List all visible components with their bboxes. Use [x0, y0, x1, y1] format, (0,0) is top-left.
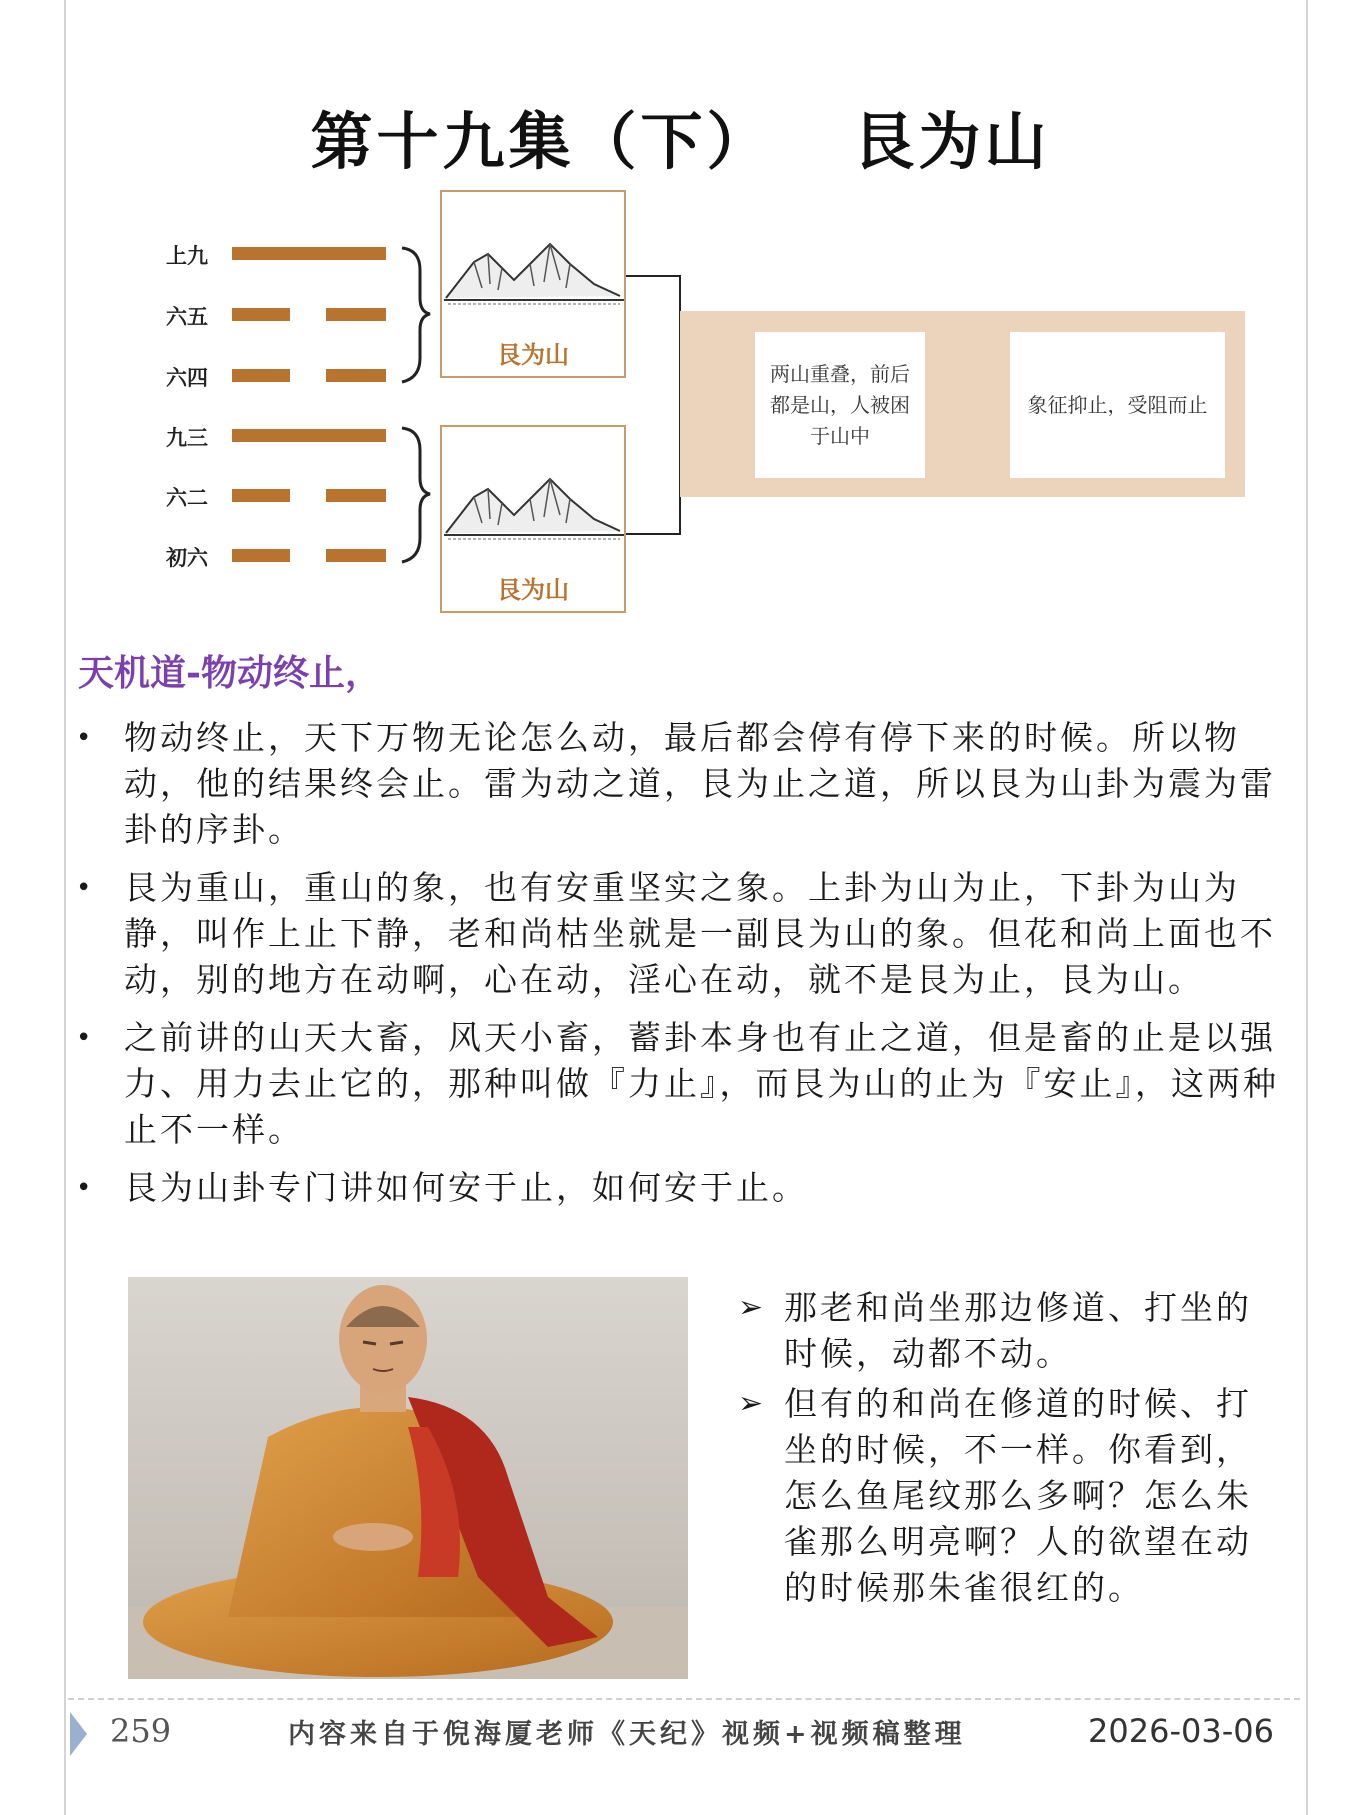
title-episode: 第十九集（下） [310, 105, 773, 178]
list-item [738, 1381, 1258, 1611]
list-item [74, 715, 1279, 853]
yao-label-4: 九三 [166, 426, 208, 450]
list-item [74, 1165, 1279, 1211]
bullet-icon: • [76, 1023, 95, 1053]
bullet-icon: • [76, 723, 95, 753]
meaning-box-2: 象征抑止，受阻而止 [1010, 332, 1225, 478]
hexagram-diagram [0, 0, 1361, 640]
yao-label-5: 六二 [166, 486, 208, 510]
play-triangle-icon [70, 1712, 87, 1756]
title-hexagram: 艮为山 [852, 105, 1051, 178]
yao-label-2: 六五 [166, 305, 208, 329]
side-note-text: 那老和尚坐那边修道、打坐的时候，动都不动。 [784, 1288, 1252, 1373]
bullet-text: 物动终止，天下万物无论怎么动，最后都会停有停下来的时候。所以物动，他的结果终会止。雷为动之道，艮为止之道，所以艮为山卦为震为雷卦的序卦。 [124, 718, 1276, 849]
bullet-list [74, 715, 1279, 1223]
monk-painting [128, 1277, 688, 1679]
footer-divider [68, 1698, 1300, 1700]
meditating-monk-icon [128, 1277, 688, 1679]
bullet-text: 艮为重山，重山的象，也有安重坚实之象。上卦为山为止，下卦为山为静，叫作上止下静，老和尚枯坐就是一副艮为山的象。但花和尚上面也不动，别的地方在动啊，心在动，淫心在动，就不是艮为止，艮为山。 [124, 868, 1276, 999]
bullet-icon: • [76, 873, 95, 903]
list-item [74, 865, 1279, 1003]
side-notes [738, 1285, 1258, 1615]
arrow-bullet-icon: ➢ [738, 1386, 767, 1421]
lower-trigram-box [440, 425, 626, 613]
page-number: 259 [110, 1712, 172, 1750]
bullet-text: 艮为山卦专门讲如何安于止，如何安于止。 [124, 1168, 808, 1207]
section-heading: 天机道-物动终止， [78, 652, 381, 694]
arrow-bullet-icon: ➢ [738, 1290, 767, 1325]
upper-trigram-caption: 艮为山 [497, 341, 569, 369]
bullet-text: 之前讲的山天大畜，风天小畜，蓄卦本身也有止之道，但是畜的止是以强力、用力去止它的，那种叫做『力止』，而艮为山的止为『安止』，这两种止不一样。 [124, 1018, 1279, 1149]
yao-label-6: 初六 [166, 546, 208, 570]
list-item [74, 1015, 1279, 1153]
mountain-icon [444, 228, 624, 308]
meaning-box-1: 两山重叠，前后都是山，人被困于山中 [755, 332, 925, 478]
lower-trigram-caption: 艮为山 [497, 576, 569, 604]
mountain-icon [444, 463, 624, 543]
yao-label-1: 上九 [166, 244, 208, 268]
side-note-text: 但有的和尚在修道的时候、打坐的时候，不一样。你看到，怎么鱼尾纹那么多啊？怎么朱雀那么明亮啊？人的欲望在动的时候那朱雀很红的。 [784, 1384, 1252, 1607]
bullet-icon: • [76, 1173, 95, 1203]
footer-date: 2026-03-06 [1088, 1712, 1274, 1750]
yao-label-3: 六四 [166, 366, 208, 390]
footer-source: 内容来自于倪海厦老师《天纪》视频+视频稿整理 [288, 1719, 966, 1750]
list-item [738, 1285, 1258, 1377]
upper-trigram-box [440, 190, 626, 378]
